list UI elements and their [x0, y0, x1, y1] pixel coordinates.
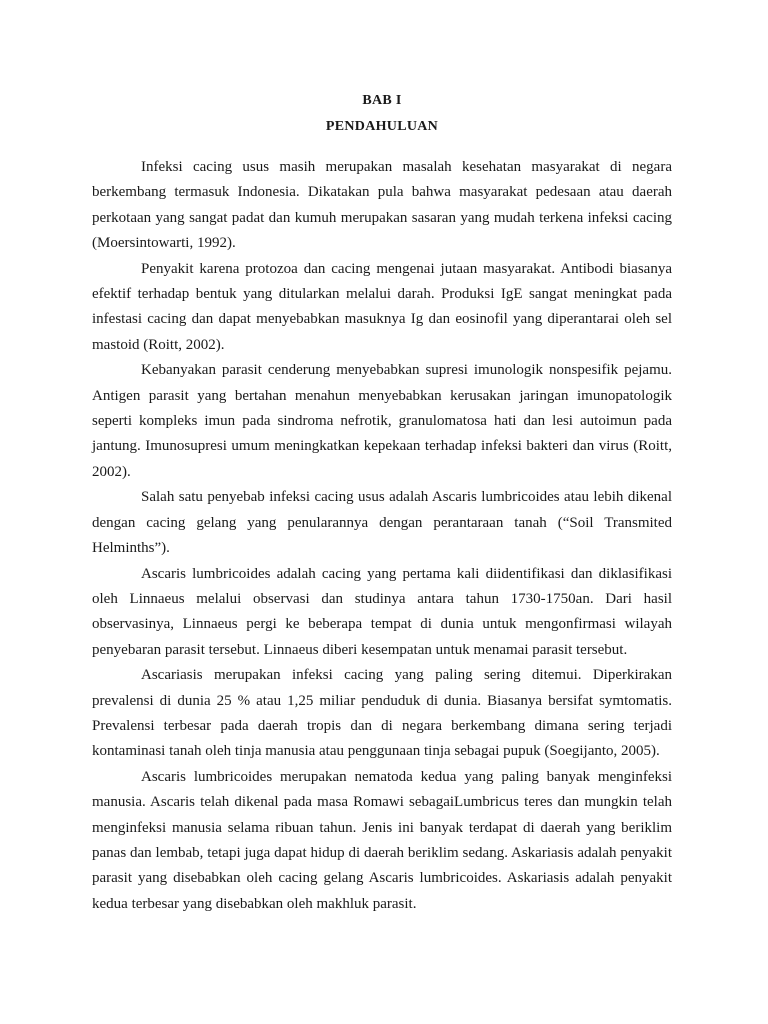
paragraph-cause: Salah satu penyebab infeksi cacing usus adalah Ascaris lumbricoides atau lebih dikenal dengan cacing gelang yang penularannya dengan perantaraan tanah (“Soil Transmited Helminths”).: [92, 489, 672, 557]
paragraph-protozoa: Penyakit karena protozoa dan cacing mengenai jutaan masyarakat. Antibodi biasanya efektif terhadap bentuk yang ditularkan melalui darah. Produksi IgE sangat meningkat pada infestasi cacing dan dapat menyebabkan masuknya Ig dan eosinofil yang diperantarai oleh sel mastoid (Roitt, 2002).: [92, 260, 672, 353]
paragraph-prevalence: Ascariasis merupakan infeksi cacing yang paling sering ditemui. Diperkirakan prevalensi di dunia 25 % atau 1,25 miliar penduduk di dunia. Biasanya bersifat symtomatis. Prevalensi terbesar pada daerah tropis dan di negara berkembang dimana sering terjadi kontaminasi tanah oleh tinja manusia atau penggunaan tinja sebagai pupuk (Soegijanto, 2005).: [92, 667, 672, 760]
chapter-title: PENDAHULUAN: [325, 119, 439, 134]
paragraph-intro: Infeksi cacing usus masih merupakan masalah kesehatan masyarakat di negara berkembang termasuk Indonesia. Dikatakan pula bahwa masyarakat pedesaan atau daerah perkotaan yang sangat padat dan kumuh merupakan sasaran yang mudah terkena infeksi cacing (Moersintowarti, 1992).: [92, 159, 672, 252]
paragraph-linnaeus: Ascaris lumbricoides adalah cacing yang pertama kali diidentifikasi dan diklasifikasi oleh Linnaeus melalui observasi dan studinya antara tahun 1730-1750an. Dari hasil observasinya, Linnaeus pergi ke beberapa tempat di dunia untuk mengonfirmasi wilayah penyebaran parasit tersebut. Linnaeus diberi kesempatan untuk menamai parasit tersebut.: [92, 565, 672, 658]
chapter-number: BAB I: [362, 93, 402, 108]
body-text: [92, 155, 672, 917]
paragraph-immunosuppression: Kebanyakan parasit cenderung menyebabkan supresi imunologik nonspesifik pejamu. Antigen parasit yang bertahan menahun menyebabkan kerusakan jaringan imunopatologik seperti kompleks imun pada sindroma nefrotik, granulomatosa hati dan lesi autoimun pada jantung. Imunosupresi umum meningkatkan kepekaan terhadap infeksi bakteri dan virus (Roitt, 2002).: [92, 362, 672, 480]
paragraph-nematode: Ascaris lumbricoides merupakan nematoda kedua yang paling banyak menginfeksi manusia. Ascaris telah dikenal pada masa Romawi sebagaiLumbricus teres dan mungkin telah menginfeksi manusia selama ribuan tahun. Jenis ini banyak terdapat di daerah yang beriklim panas dan lembab, tetapi juga dapat hidup di daerah beriklim sedang. Askariasis adalah penyakit parasit yang disebabkan oleh cacing gelang Ascaris lumbricoides. Askariasis adalah penyakit kedua terbesar yang disebabkan oleh makhluk parasit.: [92, 768, 672, 912]
